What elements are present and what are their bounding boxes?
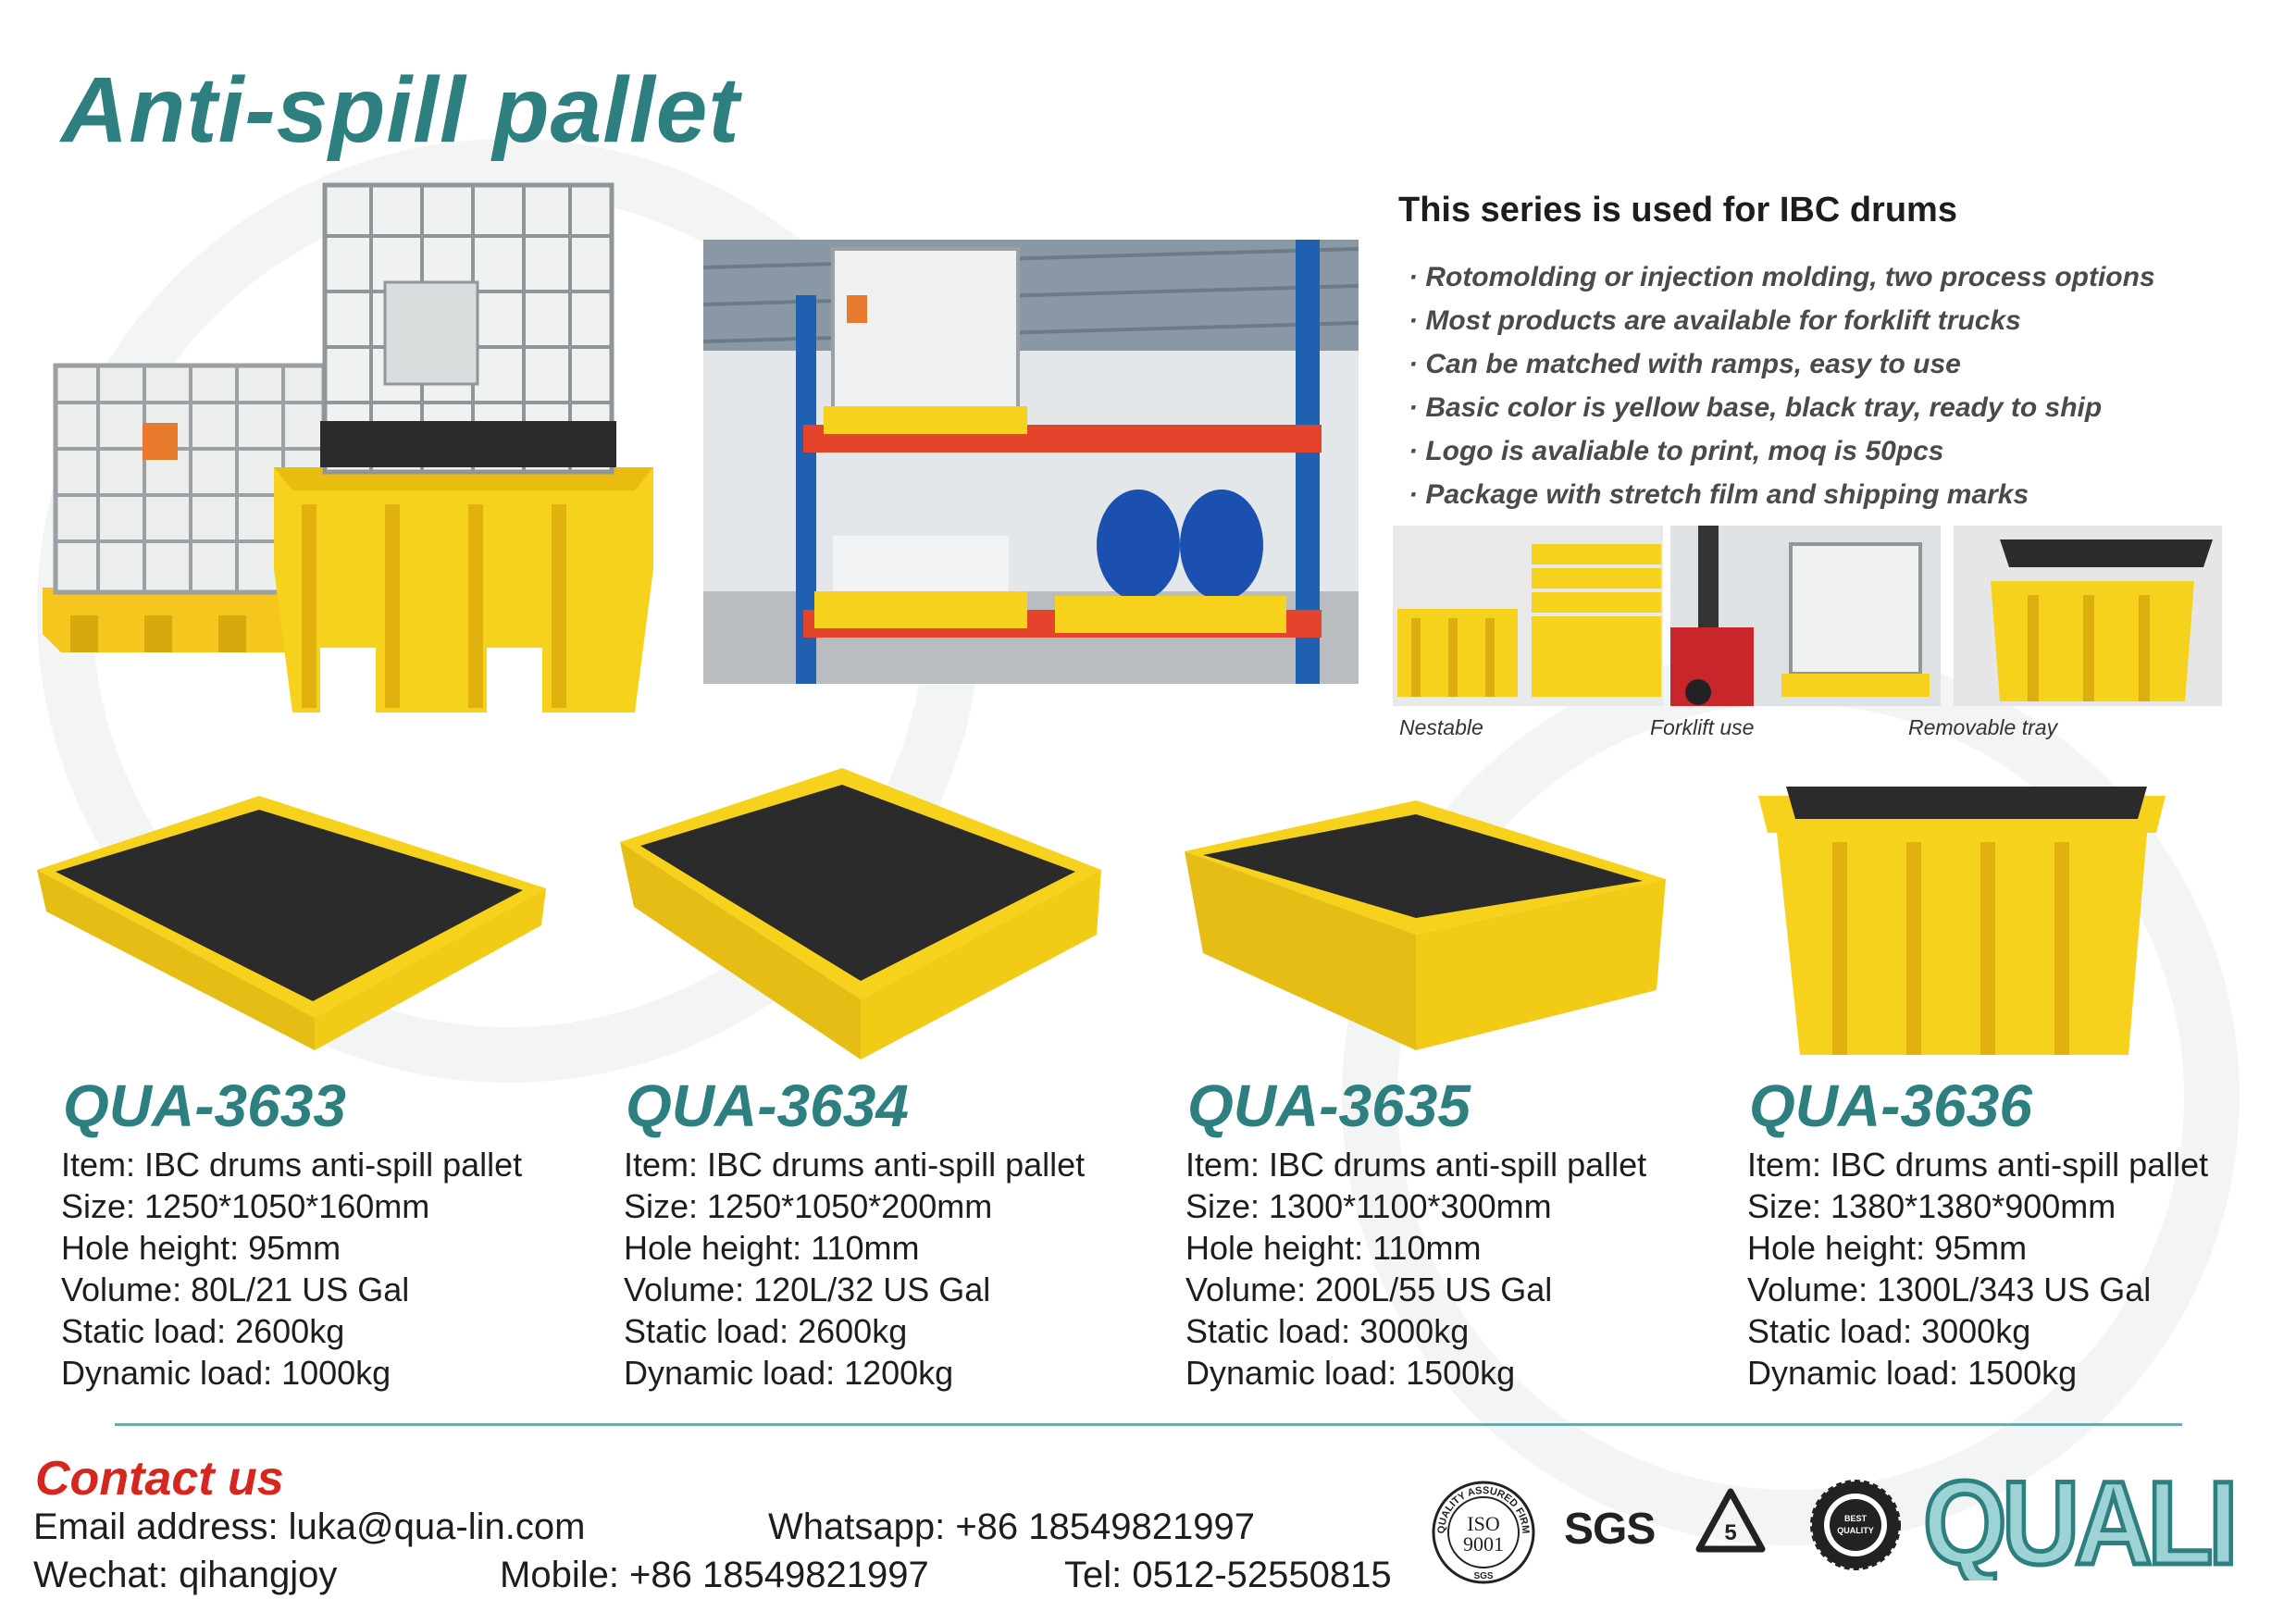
page-title: Anti-spill pallet: [61, 58, 740, 162]
spec-hole-height: Hole height: 110mm: [624, 1229, 920, 1267]
spec-list-qua-3633: [61, 1144, 522, 1394]
contact-title: Contact us: [35, 1452, 284, 1506]
recycle-number: 5: [1724, 1520, 1737, 1545]
caption-removable-tray: Removable tray: [1908, 715, 2058, 739]
feature-bullet: · Package with stretch film and shipping marks: [1409, 479, 2029, 510]
spec-list-qua-3636: [1747, 1144, 2208, 1394]
spec-list-qua-3635: [1185, 1144, 1646, 1394]
spec-static-load: Static load: 3000kg: [1185, 1312, 1470, 1350]
nestable-photo: [1393, 526, 1663, 706]
feature-bullet: · Can be matched with ramps, easy to use: [1409, 349, 1961, 379]
spec-volume: Volume: 1300L/343 US Gal: [1747, 1271, 2152, 1308]
contact-email[interactable]: Email address: luka@qua-lin.com: [33, 1506, 586, 1547]
spec-dynamic-load: Dynamic load: 1200kg: [624, 1354, 954, 1392]
forklift-photo: [1670, 526, 1941, 706]
caption-nestable: Nestable: [1399, 715, 1483, 739]
spec-dynamic-load: Dynamic load: 1000kg: [61, 1354, 391, 1392]
model-qua-3635: QUA-3635: [1187, 1072, 1471, 1139]
spec-item: Item: IBC drums anti-spill pallet: [624, 1146, 1086, 1184]
contact-tel[interactable]: Tel: 0512-52550815: [1064, 1555, 1392, 1595]
quali-logo-text: QUALI: [1923, 1460, 2233, 1581]
spec-dynamic-load: Dynamic load: 1500kg: [1747, 1354, 2078, 1392]
model-qua-3634: QUA-3634: [626, 1072, 909, 1139]
product-image-qua-3635: [1185, 796, 1666, 1055]
spec-item: Item: IBC drums anti-spill pallet: [1185, 1146, 1647, 1184]
spec-hole-height: Hole height: 95mm: [1747, 1229, 2028, 1267]
spec-static-load: Static load: 2600kg: [61, 1312, 345, 1350]
iso-ring-text: QUALITY ASSURED FIRM: [1435, 1484, 1532, 1534]
recycle-5-icon: [1694, 1486, 1768, 1560]
spec-volume: Volume: 200L/55 US Gal: [1185, 1271, 1553, 1308]
spec-size: Size: 1250*1050*160mm: [61, 1187, 430, 1225]
spec-size: Size: 1250*1050*200mm: [624, 1187, 993, 1225]
iso-label: ISO: [1467, 1512, 1500, 1535]
iso-sgs-text: SGS: [1473, 1571, 1494, 1581]
warehouse-rack-photo: [703, 240, 1359, 684]
iso-9001-badge: [1430, 1479, 1537, 1586]
model-qua-3633: QUA-3633: [63, 1072, 346, 1139]
spec-volume: Volume: 80L/21 US Gal: [61, 1271, 410, 1308]
spec-hole-height: Hole height: 110mm: [1185, 1229, 1482, 1267]
spec-hole-height: Hole height: 95mm: [61, 1229, 341, 1267]
contact-whatsapp[interactable]: Whatsapp: +86 18549821997: [768, 1506, 1255, 1547]
spec-dynamic-load: Dynamic load: 1500kg: [1185, 1354, 1516, 1392]
feature-bullet: · Basic color is yellow base, black tray, ready to ship: [1409, 392, 2103, 423]
feature-bullet: · Logo is avaliable to print, moq is 50pcs: [1409, 436, 1944, 466]
contact-wechat: Wechat: qihangjoy: [33, 1555, 338, 1595]
sgs-logo-text: SGS: [1564, 1505, 1656, 1554]
product-image-qua-3636: [1758, 777, 2166, 1064]
section-divider: [115, 1423, 2182, 1426]
series-heading: This series is used for IBC drums: [1398, 191, 1957, 229]
best-quality-seal: [1809, 1479, 1902, 1571]
contact-mobile[interactable]: Mobile: +86 18549821997: [500, 1555, 929, 1595]
hero-ibc-photo: [43, 180, 663, 736]
quali-logo: [1923, 1460, 2238, 1581]
spec-item: Item: IBC drums anti-spill pallet: [1747, 1146, 2209, 1184]
spec-static-load: Static load: 2600kg: [624, 1312, 908, 1350]
seal-bottom-text: QUALITY: [1837, 1526, 1874, 1535]
spec-volume: Volume: 120L/32 US Gal: [624, 1271, 991, 1308]
spec-size: Size: 1380*1380*900mm: [1747, 1187, 2116, 1225]
product-image-qua-3633: [37, 787, 555, 1055]
product-image-qua-3634: [620, 768, 1111, 1064]
removable-tray-photo: [1954, 526, 2222, 706]
feature-list: [1409, 255, 2155, 516]
iso-number: 9001: [1463, 1532, 1504, 1556]
spec-item: Item: IBC drums anti-spill pallet: [61, 1146, 523, 1184]
feature-bullet: · Most products are available for forklift trucks: [1409, 305, 2021, 336]
model-qua-3636: QUA-3636: [1749, 1072, 2032, 1139]
feature-bullet: · Rotomolding or injection molding, two process options: [1409, 262, 2155, 292]
caption-forklift: Forklift use: [1650, 715, 1755, 739]
seal-top-text: BEST: [1843, 1514, 1868, 1523]
sgs-logo: [1564, 1504, 1655, 1555]
spec-static-load: Static load: 3000kg: [1747, 1312, 2031, 1350]
spec-size: Size: 1300*1100*300mm: [1185, 1187, 1552, 1225]
spec-list-qua-3634: [624, 1144, 1085, 1394]
